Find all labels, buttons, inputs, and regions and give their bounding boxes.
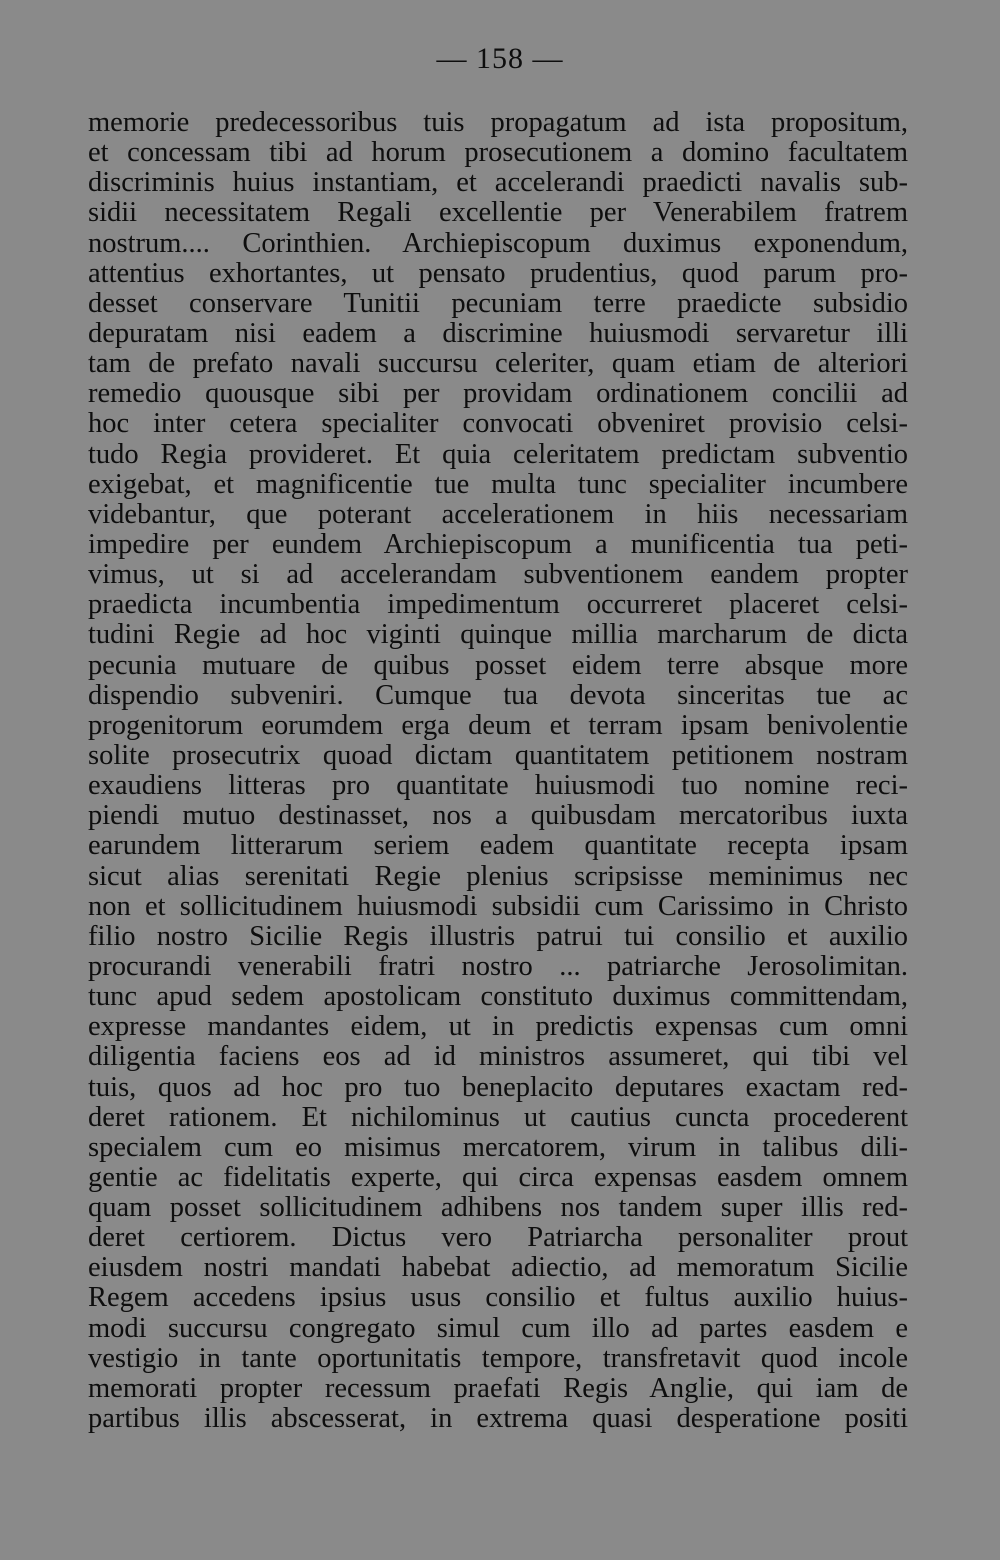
text-line: eiusdem nostri mandati habebat adiectio, ad memoratum Sicilie [88,1253,908,1284]
text-line: partibus illis abscesserat, in extrema quasi desperatione positi [88,1404,908,1435]
text-line: piendi mutuo destinasset, nos a quibusdam mercatoribus iuxta [88,801,908,832]
text-line: memorie predecessoribus tuis propagatum ad ista propositum, [88,108,908,138]
text-line: dispendio subveniri. Cumque tua devota sinceritas tue ac [88,680,908,711]
text-line: modi succursu congregato simul cum illo ad partes easdem e [88,1313,908,1344]
text-line: praedicta incumbentia impedimentum occurreret placeret celsi- [88,590,908,621]
text-line: deret rationem. Et nichilominus ut cautius cuncta procederent [88,1102,908,1133]
page-number: — 158 — [436,42,564,75]
text-line: filio nostro Sicilie Regis illustris patrui tui consilio et auxilio [88,921,908,952]
text-line: Regem accedens ipsius usus consilio et fultus auxilio huius- [88,1283,908,1314]
text-line: exaudiens litteras pro quantitate huiusmodi tuo nomine reci- [88,771,908,802]
text-line: tuis, quos ad hoc pro tuo beneplacito deputares exactam red- [88,1072,908,1103]
text-line: desset conservare Tunitii pecuniam terre praedicte subsidio [88,288,908,319]
text-line: pecunia mutuare de quibus posset eidem terre absque more [88,650,908,681]
text-line: expresse mandantes eidem, ut in predictis expensas cum omni [88,1012,908,1043]
text-line: progenitorum eorumdem erga deum et terram ipsam benivolentie [88,710,908,741]
text-line: remedio quousque sibi per providam ordinationem concilii ad [88,379,908,410]
text-line: tam de prefato navali succursu celeriter, quam etiam de alteriori [88,349,908,380]
text-line: depuratam nisi eadem a discrimine huiusmodi servaretur illi [88,318,908,349]
text-line: memorati propter recessum praefati Regis Anglie, qui iam de [88,1373,908,1404]
text-line: gentie ac fidelitatis experte, qui circa expensas easdem omnem [88,1162,908,1193]
text-line: procurandi venerabili fratri nostro ... patriarche Jerosolimitan. [88,951,908,982]
text-line: sidii necessitatem Regali excellentie per Venerabilem fratrem [88,198,908,229]
text-line: diligentia faciens eos ad id ministros assumeret, qui tibi vel [88,1042,908,1073]
text-line: impedire per eundem Archiepiscopum a munificentia tua peti- [88,529,908,560]
text-line: tudini Regie ad hoc viginti quinque millia marcharum de dicta [88,620,908,651]
text-line: attentius exhortantes, ut pensato prudentius, quod parum pro- [88,258,908,289]
text-line: et concessam tibi ad horum prosecutionem a domino facultatem [88,138,908,169]
text-line: videbantur, que poterant accelerationem in hiis necessariam [88,499,908,530]
body-text [88,108,908,1434]
text-line: discriminis huius instantiam, et accelerandi praedicti navalis sub- [88,168,908,199]
text-line: sicut alias serenitati Regie plenius scripsisse meminimus nec [88,861,908,892]
text-line: earundem litterarum seriem eadem quantitate recepta ipsam [88,831,908,862]
text-line: specialem cum eo misimus mercatorem, virum in talibus dili- [88,1132,908,1163]
text-line: tunc apud sedem apostolicam constituto duximus committendam, [88,982,908,1013]
text-line: vimus, ut si ad accelerandam subventionem eandem propter [88,560,908,591]
text-line: non et sollicitudinem huiusmodi subsidii cum Carissimo in Christo [88,891,908,922]
text-line: solite prosecutrix quoad dictam quantitatem petitionem nostram [88,740,908,771]
text-line: quam posset sollicitudinem adhibens nos tandem super illis red- [88,1193,908,1224]
text-line: deret certiorem. Dictus vero Patriarcha personaliter prout [88,1223,908,1254]
text-line: vestigio in tante oportunitatis tempore, transfretavit quod incole [88,1343,908,1374]
text-line: nostrum.... Corinthien. Archiepiscopum duximus exponendum, [88,228,908,259]
text-line: exigebat, et magnificentie tue multa tunc specialiter incumbere [88,469,908,500]
text-line: hoc inter cetera specialiter convocati obveniret provisio celsi- [88,409,908,440]
text-line: tudo Regia provideret. Et quia celeritatem predictam subventio [88,439,908,470]
